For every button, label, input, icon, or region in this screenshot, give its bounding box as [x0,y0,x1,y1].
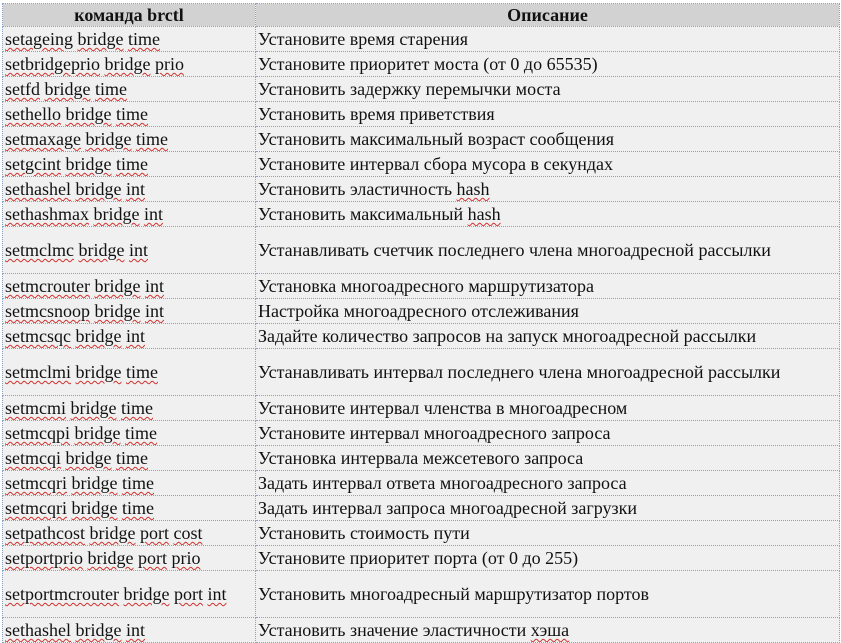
command-name: setmcsqc [5,326,71,346]
command-cell [3,152,256,177]
command-name: setmclmi [5,362,71,382]
table-row [3,52,840,77]
command-name: setportprio [5,548,83,568]
command-arg: time [115,154,148,174]
command-cell [3,446,256,471]
command-arg: bridge [87,548,134,568]
command-arg: bridge [71,473,118,493]
description-cell: Установите интервал сбора мусора в секундах [256,152,840,177]
command-arg: int [207,584,227,604]
command-cell [3,52,256,77]
command-arg: time [125,362,158,382]
command-name: setageing [5,29,73,49]
table-row [3,274,840,299]
table-row [3,546,840,571]
table-row [3,152,840,177]
command-name: setmaxage [5,129,81,149]
command-arg: prio [171,548,201,568]
underlined-word: хэша [530,620,570,640]
command-cell [3,77,256,102]
description-cell: Установить максимальный hash [256,202,840,227]
table-row [3,396,840,421]
table-row [3,571,840,618]
underlined-word: hash [467,204,501,224]
description-cell: Установить эластичность hash [256,177,840,202]
description-cell: Установите время старения [256,27,840,52]
command-arg: bridge [89,523,136,543]
description-cell: Установить стоимость пути [256,521,840,546]
command-cell [3,202,256,227]
description-cell: Устанавливать счетчик последнего члена многоадресной рассылки [256,227,840,274]
command-arg: bridge [75,362,122,382]
command-arg: bridge [75,620,122,640]
description-cell: Настройка многоадресного отслеживания [256,299,840,324]
command-name: setmcqpi [5,423,70,443]
description-cell: Установить значение эластичности хэша [256,618,840,643]
underlined-word: hash [456,179,490,199]
command-name: sethashmax [5,204,89,224]
command-name: setmcmi [5,398,66,418]
description-cell: Установить максимальный возраст сообщения [256,127,840,152]
description-cell: Задайте количество запросов на запуск многоадресной рассылки [256,324,840,349]
command-arg: time [127,29,160,49]
command-cell [3,324,256,349]
command-arg: bridge [78,240,125,260]
command-arg: port [173,584,203,604]
table-row [3,102,840,127]
description-cell: Установите интервал членства в многоадресном [256,396,840,421]
command-arg: bridge [94,276,141,296]
command-cell [3,396,256,421]
command-arg: bridge [70,398,117,418]
table-row [3,177,840,202]
command-name: sethashel [5,179,71,199]
command-cell [3,127,256,152]
command-arg: bridge [65,154,112,174]
command-cell [3,274,256,299]
command-arg: bridge [77,29,124,49]
table-row [3,27,840,52]
command-name: setgcint [5,154,61,174]
command-name: setmcrouter [5,276,90,296]
command-name: setbridgeprio [5,54,100,74]
command-name: setmcqri [5,473,67,493]
command-arg: time [135,129,168,149]
table-row [3,127,840,152]
description-cell: Установка многоадресного маршрутизатора [256,274,840,299]
description-cell: Установить время приветствия [256,102,840,127]
command-cell [3,299,256,324]
command-cell [3,546,256,571]
command-arg: bridge [123,584,170,604]
table-row [3,349,840,396]
command-arg: bridge [44,79,91,99]
command-name: setmclmc [5,240,74,260]
command-arg: int [125,179,145,199]
table-row [3,324,840,349]
command-cell [3,102,256,127]
command-arg: int [125,620,145,640]
command-arg: time [115,104,148,124]
command-cell [3,227,256,274]
command-arg: bridge [65,104,112,124]
description-cell: Установить многоадресный маршрутизатор портов [256,571,840,618]
command-cell [3,177,256,202]
table-row [3,77,840,102]
command-arg: time [124,423,157,443]
command-arg: bridge [75,326,122,346]
command-name: setportmcrouter [5,584,119,604]
command-arg: port [139,523,169,543]
command-arg: int [125,326,145,346]
table-header-row [3,4,840,27]
command-cell [3,618,256,643]
table-row [3,471,840,496]
command-arg: bridge [104,54,151,74]
description-cell: Устанавливать интервал последнего члена многоадресной рассылки [256,349,840,396]
command-name: setmcqi [5,448,61,468]
command-arg: time [121,498,154,518]
table-row [3,618,840,643]
command-cell [3,521,256,546]
description-cell: Установка интервала межсетевого запроса [256,446,840,471]
command-name: setmcsnoop [5,301,90,321]
table-row [3,521,840,546]
command-arg: time [94,79,127,99]
command-arg: int [144,301,164,321]
command-arg: prio [154,54,184,74]
table-row [3,227,840,274]
table-row [3,299,840,324]
command-cell [3,496,256,521]
header-description: Описание [256,4,840,27]
command-arg: bridge [94,301,141,321]
command-arg: time [121,473,154,493]
description-cell: Задать интервал запроса многоадресной загрузки [256,496,840,521]
table-row [3,446,840,471]
command-arg: time [115,448,148,468]
command-arg: bridge [85,129,132,149]
description-cell: Установите интервал многоадресного запроса [256,421,840,446]
command-name: sethashel [5,620,71,640]
description-cell: Установить задержку перемычки моста [256,77,840,102]
command-name: setmcqri [5,498,67,518]
command-name: setpathcost [5,523,85,543]
command-cell [3,27,256,52]
command-name: setfd [5,79,40,99]
command-arg: bridge [74,423,121,443]
command-arg: cost [173,523,203,543]
command-cell [3,471,256,496]
table-row [3,421,840,446]
command-arg: bridge [65,448,112,468]
command-arg: int [143,204,163,224]
table-row [3,202,840,227]
command-cell [3,349,256,396]
table-row [3,496,840,521]
command-name: sethello [5,104,61,124]
command-arg: int [128,240,148,260]
command-arg: time [120,398,153,418]
command-arg: bridge [93,204,140,224]
header-command: команда brctl [3,4,256,27]
command-arg: bridge [75,179,122,199]
command-arg: int [144,276,164,296]
description-cell: Установите приоритет моста (от 0 до 65535) [256,52,840,77]
description-cell: Установите приоритет порта (от 0 до 255) [256,546,840,571]
command-arg: bridge [71,498,118,518]
command-cell [3,571,256,618]
description-cell: Задать интервал ответа многоадресного запроса [256,471,840,496]
command-arg: port [137,548,167,568]
brctl-commands-table [2,3,840,643]
command-cell [3,421,256,446]
